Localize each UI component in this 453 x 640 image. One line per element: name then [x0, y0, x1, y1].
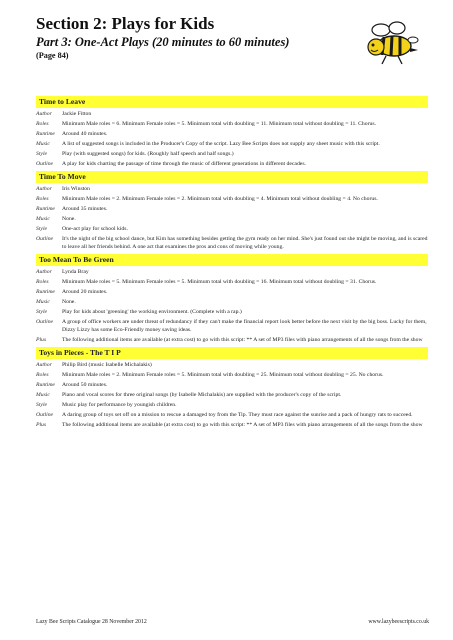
outline-row	[36, 411, 428, 419]
plus-row	[36, 421, 428, 429]
plays-list	[36, 96, 428, 429]
field-value: None.	[62, 215, 76, 222]
field-label: Style	[36, 309, 48, 315]
field-label: Style	[36, 402, 48, 409]
field-value: Philip Bird (music Isabelle Michalakis)	[62, 362, 152, 369]
field-label: Author	[36, 362, 52, 369]
music-row	[36, 140, 428, 148]
play-title: Time To Move	[36, 171, 428, 183]
field-label: Runtime	[36, 205, 55, 212]
field-value: Minimum Male roles = 5. Minimum Female roles = 5. Minimum total with doubling = 16. Minimum total without doubling = 31. Chorus.	[62, 279, 377, 285]
field-value: None.	[62, 299, 76, 305]
field-value: Minimum Male roles = 2. Minimum Female roles = 5. Minimum total with doubling = 25. Minimum total without doubling = 25. No chorus.	[62, 372, 384, 379]
roles-row	[36, 120, 428, 128]
runtime-row	[36, 381, 428, 389]
field-label: Runtime	[36, 382, 55, 389]
field-label: Outline	[36, 412, 54, 419]
field-value: Piano and vocal scores for three original songs (by Isabelle Michalakis) are supplied with the producer's copy of the script.	[62, 392, 342, 399]
field-label: Roles	[36, 120, 49, 127]
style-row	[36, 150, 428, 158]
outline-row	[36, 235, 428, 251]
field-value: Around 35 minutes.	[62, 205, 108, 212]
style-row	[36, 401, 428, 409]
field-label: Style	[36, 225, 48, 232]
page-header	[36, 14, 356, 61]
field-label: Author	[36, 185, 52, 192]
plus-row	[36, 336, 428, 344]
field-value: A play for kids charting the passage of time through the music of different generations in different decades.	[62, 160, 306, 167]
play-title: Too Mean To Be Green	[36, 254, 428, 266]
field-value: Around 50 minutes.	[62, 382, 108, 389]
field-value: A daring group of toys set off on a mission to rescue a damaged toy from the Tip. They must race against the sunrise and a pack of hungry rats to succeed.	[62, 412, 413, 419]
field-value: Music play for performance by youngish children.	[62, 402, 177, 409]
runtime-row	[36, 288, 428, 296]
field-label: Music	[36, 299, 50, 305]
bee-icon	[366, 20, 420, 66]
music-row	[36, 215, 428, 223]
field-label: Plus	[36, 422, 47, 429]
field-label: Runtime	[36, 289, 55, 295]
field-value: Minimum Male roles = 2. Minimum Female roles = 2. Minimum total with doubling = 4. Minimum total without doubling = 4. No chorus.	[62, 195, 378, 202]
author-row	[36, 361, 428, 369]
field-label: Outline	[36, 319, 54, 325]
field-label: Author	[36, 269, 52, 275]
runtime-row	[36, 130, 428, 138]
field-label: Outline	[36, 235, 54, 242]
field-value: Around 20 minutes.	[62, 289, 108, 295]
style-row	[36, 225, 428, 233]
field-value: Play for kids about 'greening' the working environment. (Complete with a rap.)	[62, 309, 242, 315]
style-row	[36, 308, 428, 316]
field-value: Iris Winston	[62, 185, 90, 192]
field-label: Roles	[36, 372, 49, 379]
roles-row	[36, 278, 428, 286]
field-value: It's the night of the big school dance, but Kim has something besides getting the gym ready on her mind. She's just found out she might be moving, and is scared to leave all her friends behind. A one act that examines the pros and cons of moving while young.	[62, 235, 428, 250]
field-label: Music	[36, 392, 50, 399]
runtime-row	[36, 205, 428, 213]
field-label: Outline	[36, 160, 54, 167]
field-label: Runtime	[36, 130, 55, 137]
field-label: Roles	[36, 195, 49, 202]
music-row	[36, 298, 428, 306]
section-heading: Section 2: Plays for Kids	[36, 14, 215, 33]
roles-row	[36, 195, 428, 203]
roles-row	[36, 371, 428, 379]
field-label: Author	[36, 110, 52, 117]
outline-row	[36, 318, 428, 334]
field-value: Minimum Male roles = 6. Minimum Female roles = 5. Minimum total with doubling = 11. Minimum total without doubling = 11. Chorus.	[62, 120, 376, 127]
field-label: Style	[36, 150, 48, 157]
field-label: Roles	[36, 279, 49, 285]
field-label: Plus	[36, 337, 47, 344]
play-title: Time to Leave	[36, 96, 428, 108]
author-row	[36, 185, 428, 193]
field-label: Music	[36, 140, 50, 147]
footer-catalogue-date: Lazy Bee Scripts Catalogue 28 November 2012	[36, 619, 147, 625]
field-value: A list of suggested songs is included in the Producer's Copy of the script. Lazy Bee Scripts does not supply any sheet music with this script.	[62, 140, 380, 147]
page-reference: (Page 84)	[36, 51, 69, 60]
field-value: The following additional items are available (at extra cost) to go with this script: ** A set of MP3 files with piano arrangements of all the songs from the show	[62, 422, 423, 429]
play-title: Toys in Pieces - The T I P	[36, 347, 428, 359]
field-value: Play (with suggested songs) for kids. (Roughly half speech and half songs.)	[62, 150, 234, 157]
field-value: Lynda Bray	[62, 269, 89, 275]
part-heading: Part 3: One-Act Plays (20 minutes to 60 minutes)	[36, 35, 290, 49]
field-value: A group of office workers are under threat of redundancy if they can't make the financial report look better before the next visit by the big boss. Lucky for them, Dizzy Lizzy has some Eco-Friendly money saving ideas.	[62, 319, 427, 334]
outline-row	[36, 160, 428, 168]
field-label: Music	[36, 215, 50, 222]
field-value: The following additional items are available (at extra cost) to go with this script: ** A set of MP3 files with piano arrangements of all the songs from the show	[62, 337, 423, 344]
author-row	[36, 268, 428, 276]
field-value: Jackie Fitton	[62, 110, 92, 117]
field-value: One-act play for school kids.	[62, 225, 128, 232]
music-row	[36, 391, 428, 399]
field-value: Around 40 minutes.	[62, 130, 108, 137]
footer-website-link[interactable]: www.lazybeescripts.co.uk	[368, 619, 429, 625]
author-row	[36, 110, 428, 118]
